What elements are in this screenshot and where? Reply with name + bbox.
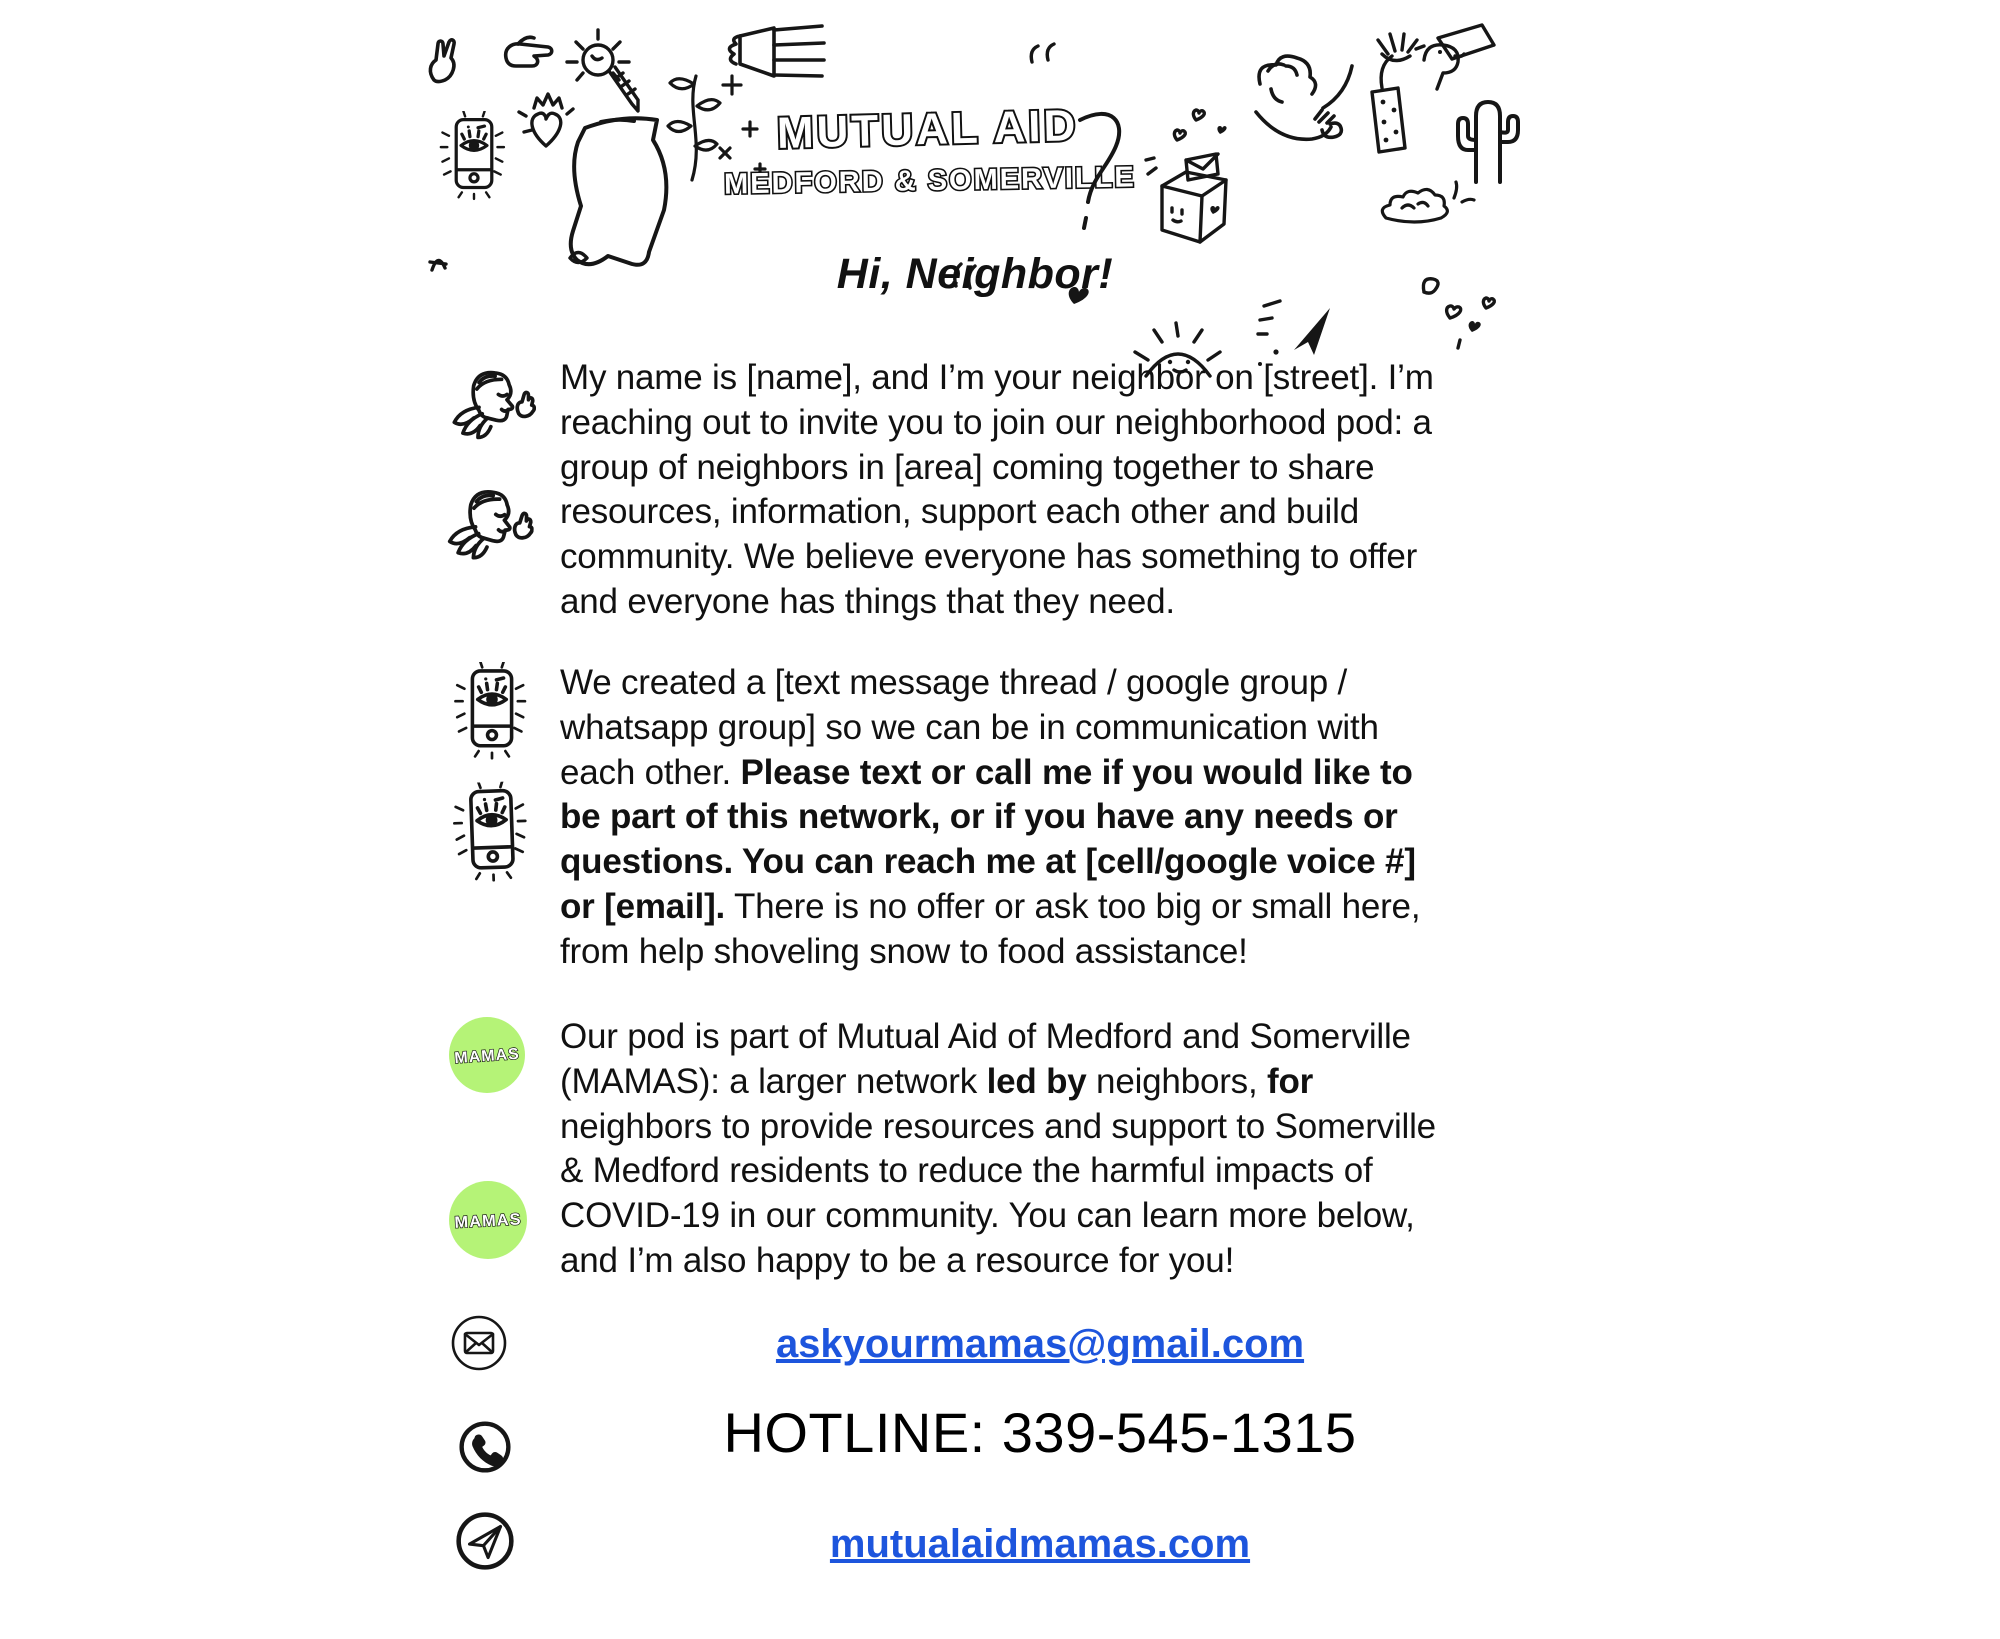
sparkles-doodle-icon xyxy=(720,76,765,174)
phone-eye-icon xyxy=(444,780,539,883)
email-row xyxy=(560,1322,1520,1367)
intro-paragraph: My name is [name], and I’m your neighbor on [street]. I’m reaching out to invite you to join our neighborhood pod: a group of neighbors in [area] coming together to share resources, information, support each other and build community. We believe everyone has something to offer and everyone has things that they need. xyxy=(560,358,1434,621)
polka-arm-doodle-icon xyxy=(1372,34,1417,152)
network-paragraph: We created a [text message thread / google group / whatsapp group] so we can be in communication with each other. Please text or call me if you would like to be part of this network, or if you have any needs or questions. You can reach me at [cell/google voice #] or [email]. There is no offer or ask too big or small here, from help shoveling snow to food assistance! xyxy=(560,663,1421,971)
website-link[interactable]: mutualaidmamas.com xyxy=(829,1522,1251,1566)
mamas-badge-icon xyxy=(448,1016,526,1094)
gift-box-doodle-icon xyxy=(1146,110,1227,242)
bush-doodle-icon xyxy=(1382,182,1474,222)
mamas-paragraph: Our pod is part of Mutual Aid of Medford and Somerville (MAMAS): a larger network led by neighbors, for neighbors to provide resources and support to Somerville & Medford residents to reduce the harmful impacts of COVID-19 in our community. You can learn more below, and I’m also happy to be a resource for you! xyxy=(560,1017,1436,1280)
phone-eye-icon xyxy=(446,662,538,760)
cactus-doodle-icon xyxy=(1458,102,1518,182)
hands-doodle-icon xyxy=(430,37,551,81)
mamas-badge-label: MAMAS xyxy=(453,1045,521,1068)
quote-doodle xyxy=(1031,44,1054,62)
phone-icon xyxy=(458,1420,512,1474)
heart-crown-doodle-icon xyxy=(519,94,573,146)
banner-subtitle: MEDFORD & SOMERVILLE xyxy=(723,161,1136,201)
send-icon xyxy=(454,1510,516,1572)
tilted-card-doodle xyxy=(1416,25,1494,59)
banner-title: MUTUAL AID xyxy=(776,101,1079,158)
banner-illustration xyxy=(420,18,1530,383)
hotline-text: HOTLINE: 339-545-1315 xyxy=(723,1401,1357,1464)
person-waving-icon xyxy=(445,482,536,563)
mamas-badge-label: MAMAS xyxy=(454,1210,523,1232)
phone-eye-doodle-icon xyxy=(441,112,504,199)
mamas-badge-icon xyxy=(448,1180,528,1260)
person-waving-icon xyxy=(450,366,536,440)
envelope-icon xyxy=(450,1314,508,1372)
email-link[interactable]: askyourmamas@gmail.com xyxy=(775,1322,1305,1366)
map-outline-doodle-icon xyxy=(571,118,667,265)
hug-doodle-icon xyxy=(1256,56,1352,139)
page-title: Hi, Neighbor! xyxy=(836,250,1114,298)
website-row xyxy=(560,1522,1520,1567)
sun-pencil-doodle-icon xyxy=(567,30,638,111)
creature-doodle-icon xyxy=(1424,45,1464,89)
plant-doodle-icon xyxy=(668,76,720,180)
megaphone-doodle-icon xyxy=(729,26,824,76)
